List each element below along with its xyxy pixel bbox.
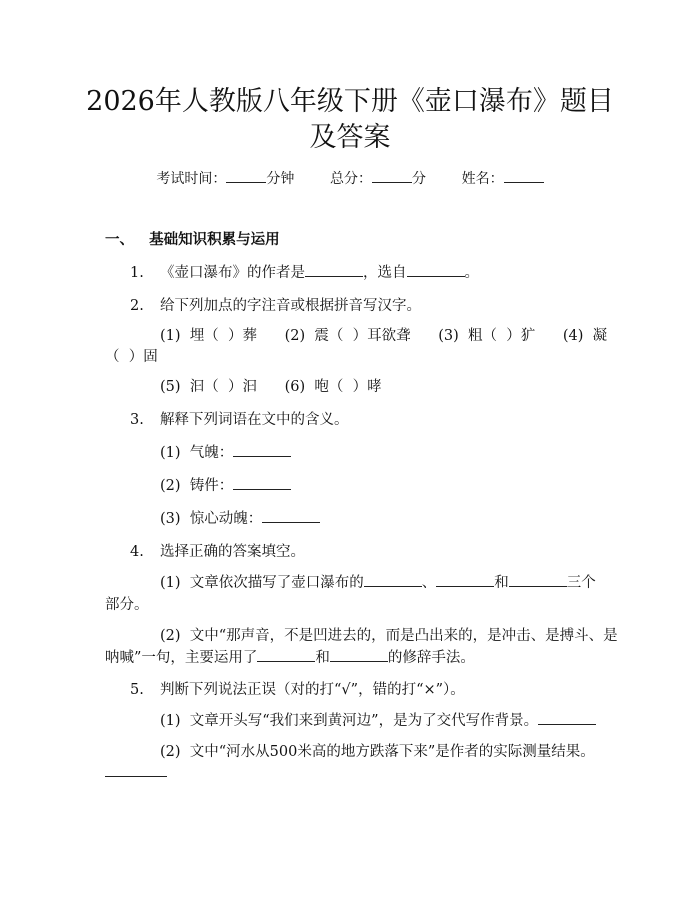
q4-and: 和 [315, 650, 330, 666]
name-blank [504, 168, 544, 183]
q3-item-3-text: (3) 惊心动魄： [160, 511, 263, 527]
q1-text-b: ，选自 [363, 265, 407, 281]
q3-item-2 [160, 475, 291, 497]
answer-blank [105, 762, 167, 777]
question-number: 1. [130, 265, 144, 281]
q4-tail: 三个 [566, 575, 596, 591]
q5-item-2-continued [105, 762, 167, 784]
question-2: 给下列加点的字注音或根据拼音写汉字。 [160, 298, 421, 314]
q4-item-1-text: (1) 文章依次描写了壶口瀑布的 [160, 575, 364, 591]
page-title: 2026年人教版八年级下册《壶口瀑布》题目 [86, 86, 614, 117]
time-unit: 分钟 [266, 171, 295, 187]
question-number: 3. [130, 412, 144, 428]
time-blank [226, 168, 266, 183]
q3-item-1-text: (1) 气魄： [160, 445, 234, 461]
source-blank [407, 262, 465, 277]
q4-item-1 [160, 572, 596, 594]
q5-item-1-text: (1) 文章开头写“我们来到黄河边”，是为了交代写作背景。 [160, 713, 539, 729]
q3-item-1 [160, 442, 291, 464]
question-number: 4. [130, 544, 144, 560]
q1-text-c: 。 [464, 265, 479, 281]
answer-blank [330, 647, 388, 662]
answer-blank [262, 508, 320, 523]
q2-row-1: (1) 埋（ ）葬 (2) 震（ ）耳欲聋 (3) 粗（ ）犷 (4) 凝 [160, 328, 608, 344]
score-blank [372, 168, 412, 183]
q4-sep: 、 [421, 575, 437, 591]
answer-blank [233, 442, 291, 457]
q4-item-1-continued: 部分。 [105, 597, 149, 613]
question-number: 5. [130, 682, 144, 698]
q4-tail: 的修辞手法。 [387, 650, 475, 666]
q4-item-2: (2) 文中“那声音，不是凹进去的，而是凸出来的，是冲击、是搏斗、是 [160, 628, 618, 644]
q1-text-a: 《壶口瀑布》的作者是 [160, 265, 305, 281]
question-4: 选择正确的答案填空。 [160, 544, 305, 560]
q3-item-3 [160, 508, 320, 530]
answer-blank [364, 572, 422, 587]
q5-item-1 [160, 710, 596, 732]
q4-and: 和 [494, 575, 509, 591]
answer-blank [233, 475, 291, 490]
page-title-continued: 及答案 [309, 122, 391, 153]
q2-row-2: (5) 汩（ ）汩 (6) 咆（ ）哮 [160, 379, 382, 395]
exam-meta [0, 168, 700, 188]
score-label: 总分： [330, 171, 372, 187]
name-label: 姓名： [461, 171, 504, 187]
answer-blank [436, 572, 494, 587]
author-blank [305, 262, 363, 277]
time-label: 考试时间： [156, 171, 227, 187]
q4-item-2-text: 呐喊”一句，主要运用了 [105, 650, 258, 666]
answer-blank [509, 572, 567, 587]
score-unit: 分 [412, 171, 426, 187]
answer-blank [257, 647, 315, 662]
q3-item-2-text: (2) 铸件： [160, 478, 234, 494]
answer-blank [538, 710, 596, 725]
q2-row-1-continued: （ ）固 [105, 349, 158, 365]
section-heading: 一、 基础知识积累与运用 [105, 232, 280, 248]
question-3: 解释下列词语在文中的含义。 [160, 412, 349, 428]
question-number: 2. [130, 298, 144, 314]
q5-item-2: (2) 文中“河水从500米高的地方跌落下来”是作者的实际测量结果。 [160, 744, 595, 760]
question-1 [160, 262, 479, 284]
q4-item-2-continued [105, 647, 475, 669]
question-5: 判断下列说法正误（对的打“√”，错的打“×”）。 [160, 682, 465, 698]
